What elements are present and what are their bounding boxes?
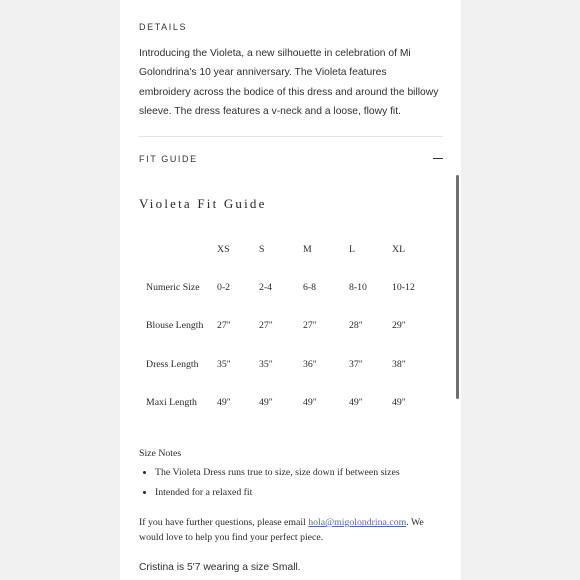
size-header-l: L	[349, 243, 355, 255]
table-cell: 37"	[349, 358, 363, 370]
table-cell: 49"	[259, 396, 273, 408]
size-notes-list	[139, 463, 445, 503]
size-header-row	[139, 230, 444, 268]
table-row	[139, 383, 444, 421]
table-cell: 49"	[303, 396, 317, 408]
table-cell: 27"	[303, 320, 317, 332]
table-corner-cell	[139, 230, 217, 268]
table-cell: 36"	[303, 358, 317, 370]
contact-text	[139, 515, 445, 545]
table-cell: 2-4	[259, 281, 273, 293]
list-item: • Intended for a relaxed fit	[155, 483, 445, 503]
fit-guide-title: Violeta Fit Guide	[139, 196, 267, 211]
table-row	[139, 307, 444, 345]
minus-icon[interactable]	[433, 158, 443, 159]
scrollbar[interactable]	[456, 175, 459, 399]
table-cell: 27"	[217, 320, 231, 332]
row-label: Numeric Size	[146, 281, 200, 293]
contact-text-after: . We would love to help you find your perfect piece.	[139, 517, 424, 543]
table-cell: 0-2	[217, 281, 231, 293]
size-chart-table	[139, 230, 444, 421]
fit-guide-heading[interactable]: FIT GUIDE	[139, 154, 198, 164]
table-cell: 38"	[392, 358, 406, 370]
table-cell: 49"	[217, 396, 231, 408]
section-divider	[139, 136, 443, 137]
table-cell: 27"	[259, 320, 273, 332]
table-row	[139, 268, 444, 306]
table-cell: 8-10	[349, 281, 367, 293]
table-cell: 28"	[349, 320, 363, 332]
table-cell: 49"	[349, 396, 363, 408]
contact-text-before: If you have further questions, please email	[139, 517, 309, 528]
table-cell: 10-12	[392, 281, 415, 293]
table-cell: 35"	[217, 358, 231, 370]
details-heading: DETAILS	[139, 22, 188, 32]
table-cell: 6-8	[303, 281, 317, 293]
row-label: Dress Length	[146, 358, 199, 370]
table-row	[139, 345, 444, 383]
table-cell: 29"	[392, 320, 406, 332]
size-header-s: S	[259, 243, 265, 255]
size-header-xl: XL	[392, 243, 406, 255]
row-label: Blouse Length	[146, 320, 204, 332]
row-label: Maxi Length	[146, 396, 197, 408]
size-header-m: M	[303, 243, 312, 255]
list-item: • The Violeta Dress runs true to size, size down if between sizes	[155, 463, 445, 483]
model-info: Cristina is 5'7 wearing a size Small.	[139, 562, 301, 573]
table-cell: 35"	[259, 358, 273, 370]
size-header-xs: XS	[217, 243, 230, 255]
email-link[interactable]: hola@migolondrina.com	[308, 517, 407, 528]
table-cell: 49"	[392, 396, 406, 408]
details-description: Introducing the Violeta, a new silhouette in celebration of Mi Golondrina's 10 year anniversary. The Violeta features embroidery across the bodice of this dress and around the billowy sleeve. The dress features a v-neck and a loose, flowy fit.	[139, 48, 439, 117]
size-notes-title: Size Notes	[139, 448, 182, 459]
